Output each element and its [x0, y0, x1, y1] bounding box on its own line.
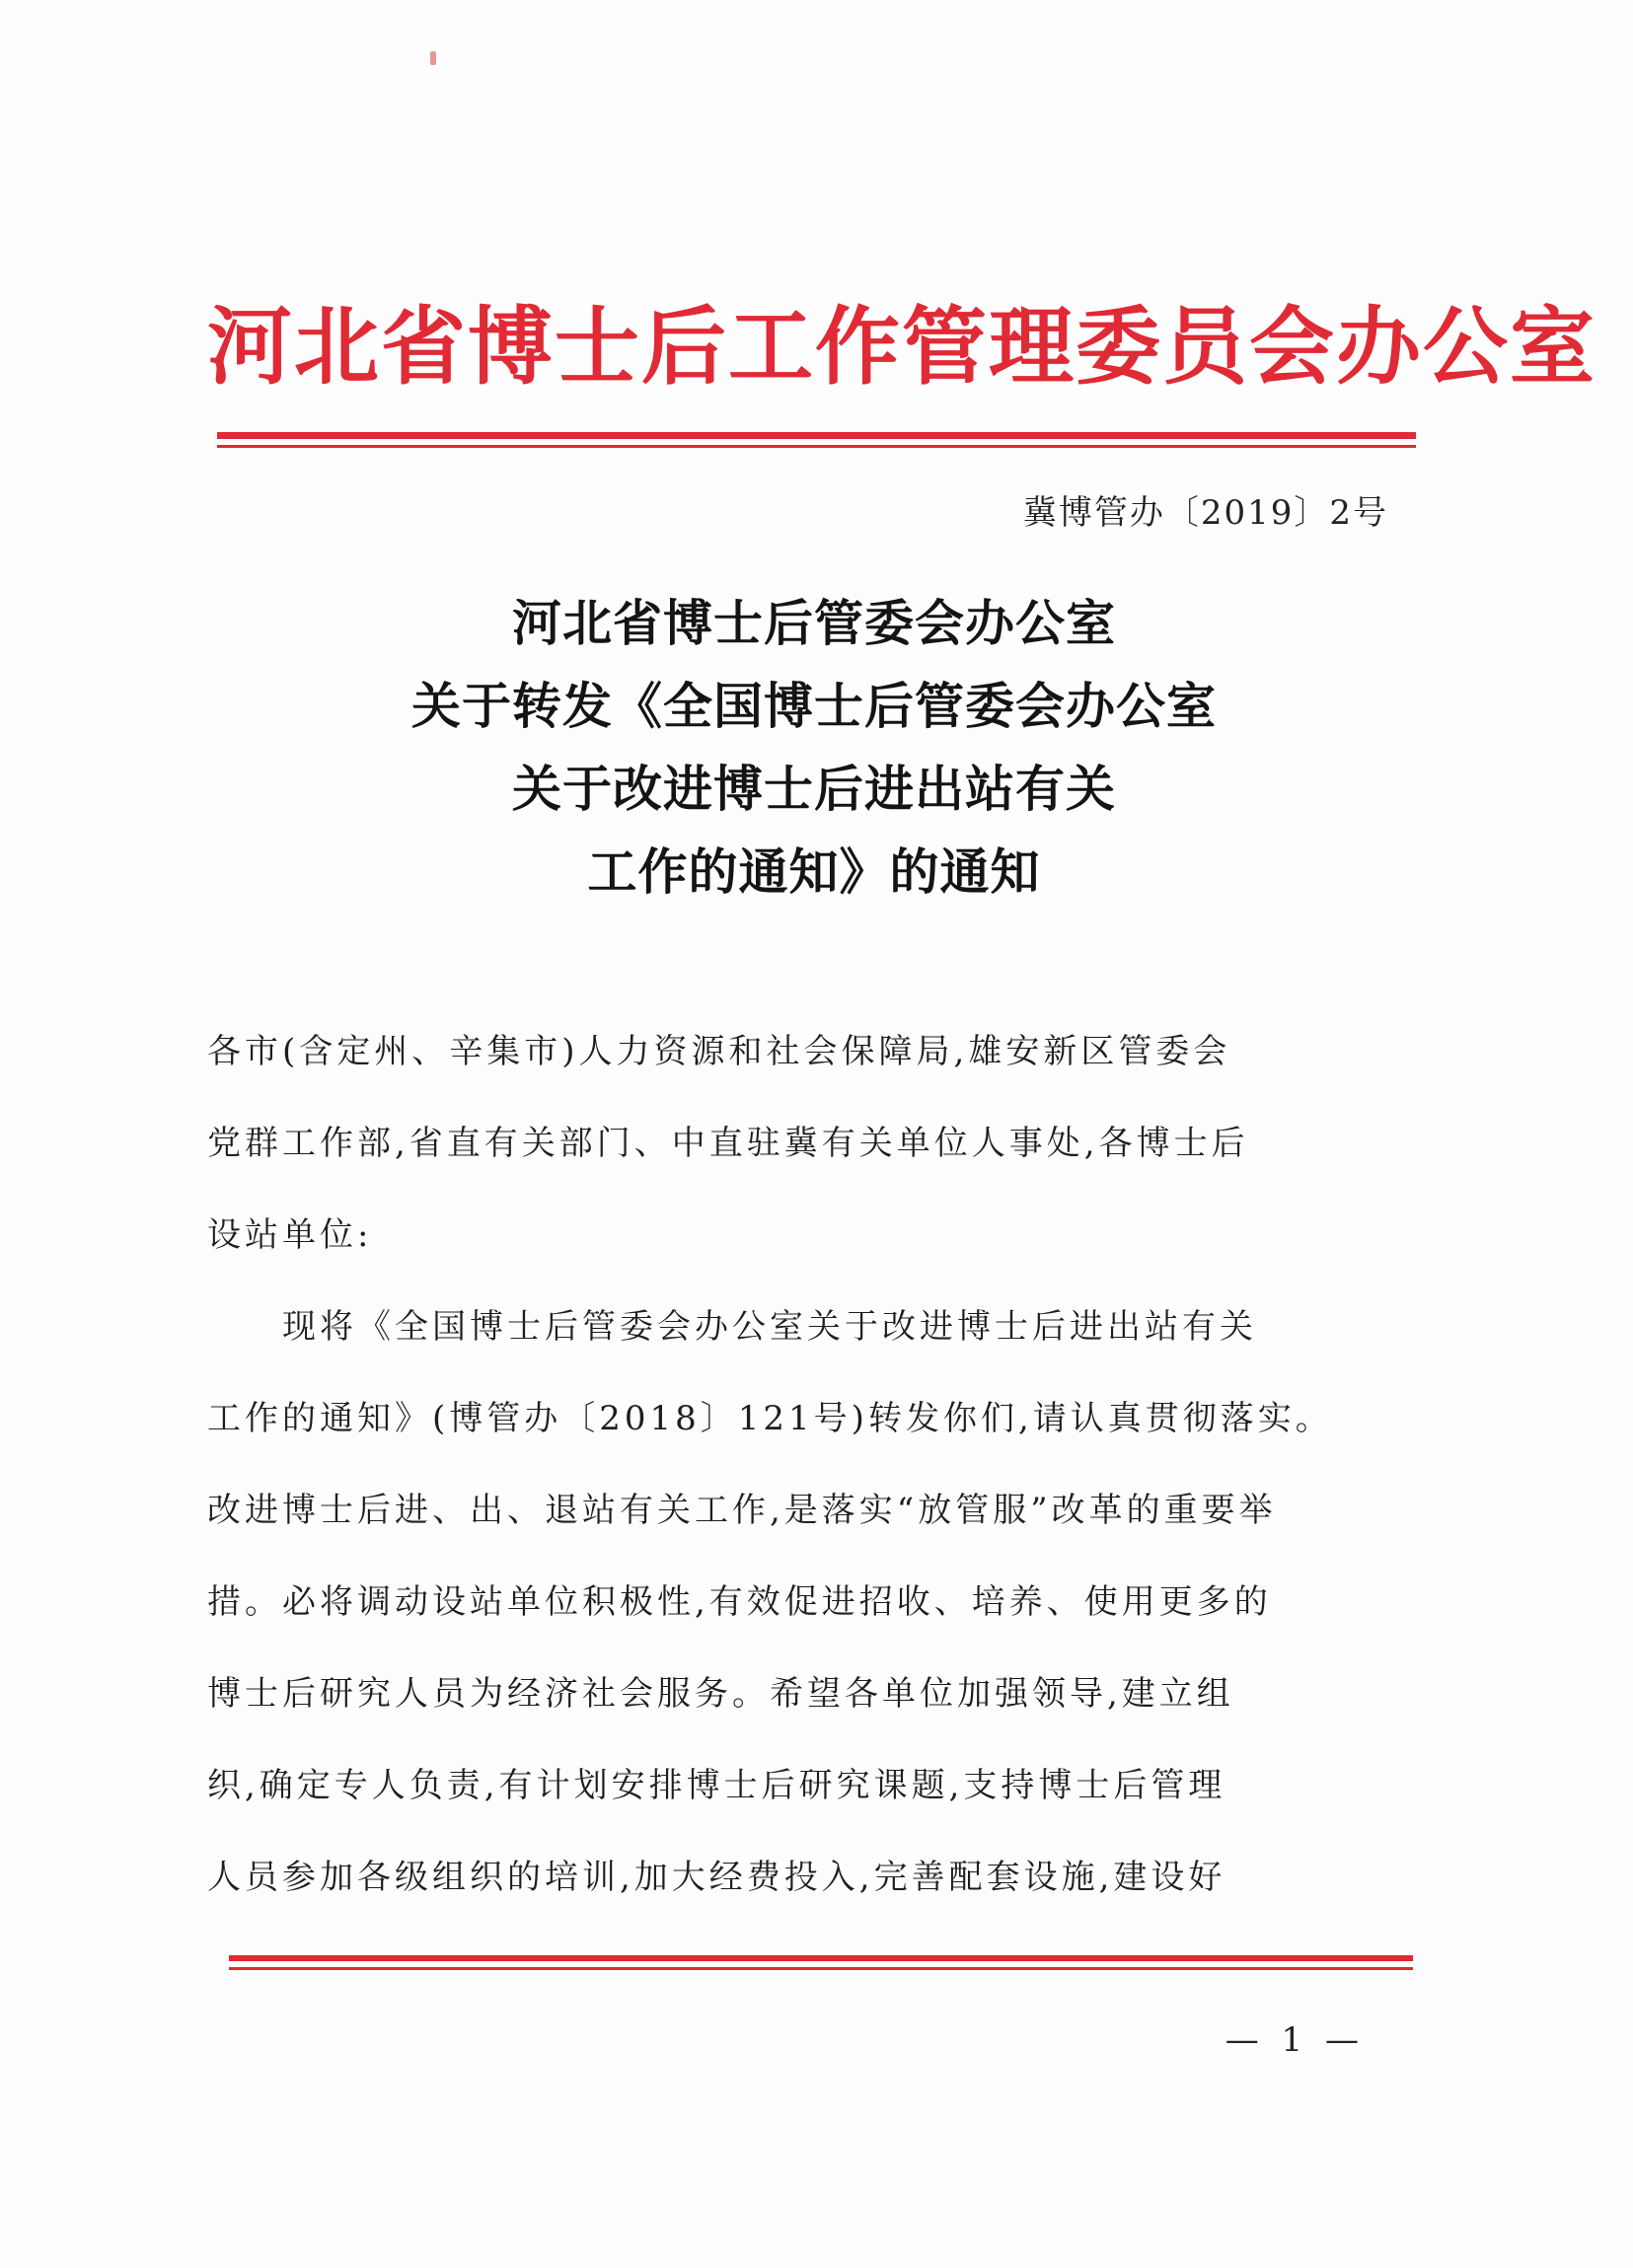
title-line: 工作的通知》的通知: [587, 842, 1041, 901]
body-line: 党群工作部,省直有关部门、中直驻冀有关单位人事处,各博士后: [207, 1124, 1249, 1163]
title-line: 关于改进博士后进出站有关: [512, 760, 1116, 818]
issuing-authority-title: 河北省博士后工作管理委员会办公室: [207, 297, 1596, 397]
body-line: 工作的通知》(博管办〔2018〕121号)转发你们,请认真贯彻落实。: [207, 1399, 1333, 1438]
body-line: 现将《全国博士后管委会办公室关于改进博士后进出站有关: [207, 1307, 1257, 1347]
footer-red-rule-thin: [229, 1967, 1413, 1970]
document-number: 冀博管办〔2019〕2号: [1022, 493, 1388, 533]
page-number: — 1 —: [1225, 2020, 1365, 2060]
header-red-rule-thick: [217, 432, 1416, 439]
body-line: 人员参加各级组织的培训,加大经费投入,完善配套设施,建设好: [207, 1858, 1226, 1897]
header-red-rule-thin: [217, 445, 1416, 448]
title-line: 河北省博士后管委会办公室: [512, 594, 1116, 652]
title-line: 关于转发《全国博士后管委会办公室: [411, 677, 1217, 735]
footer-red-rule-thick: [229, 1955, 1413, 1961]
body-line: 博士后研究人员为经济社会服务。希望各单位加强领导,建立组: [207, 1674, 1234, 1714]
notice-title: [207, 582, 1421, 914]
body-line: 织,确定专人负责,有计划安排博士后研究课题,支持博士后管理: [207, 1766, 1226, 1805]
body-line: 改进博士后进、出、退站有关工作,是落实“放管服”改革的重要举: [207, 1491, 1277, 1530]
body-line: 各市(含定州、辛集市)人力资源和社会保障局,雄安新区管委会: [207, 1032, 1231, 1071]
body-line: 措。必将调动设站单位积极性,有效促进招收、培养、使用更多的: [207, 1582, 1272, 1622]
stray-red-mark: [430, 51, 436, 65]
notice-body: [207, 1006, 1406, 1924]
body-line: 设站单位:: [207, 1215, 373, 1255]
